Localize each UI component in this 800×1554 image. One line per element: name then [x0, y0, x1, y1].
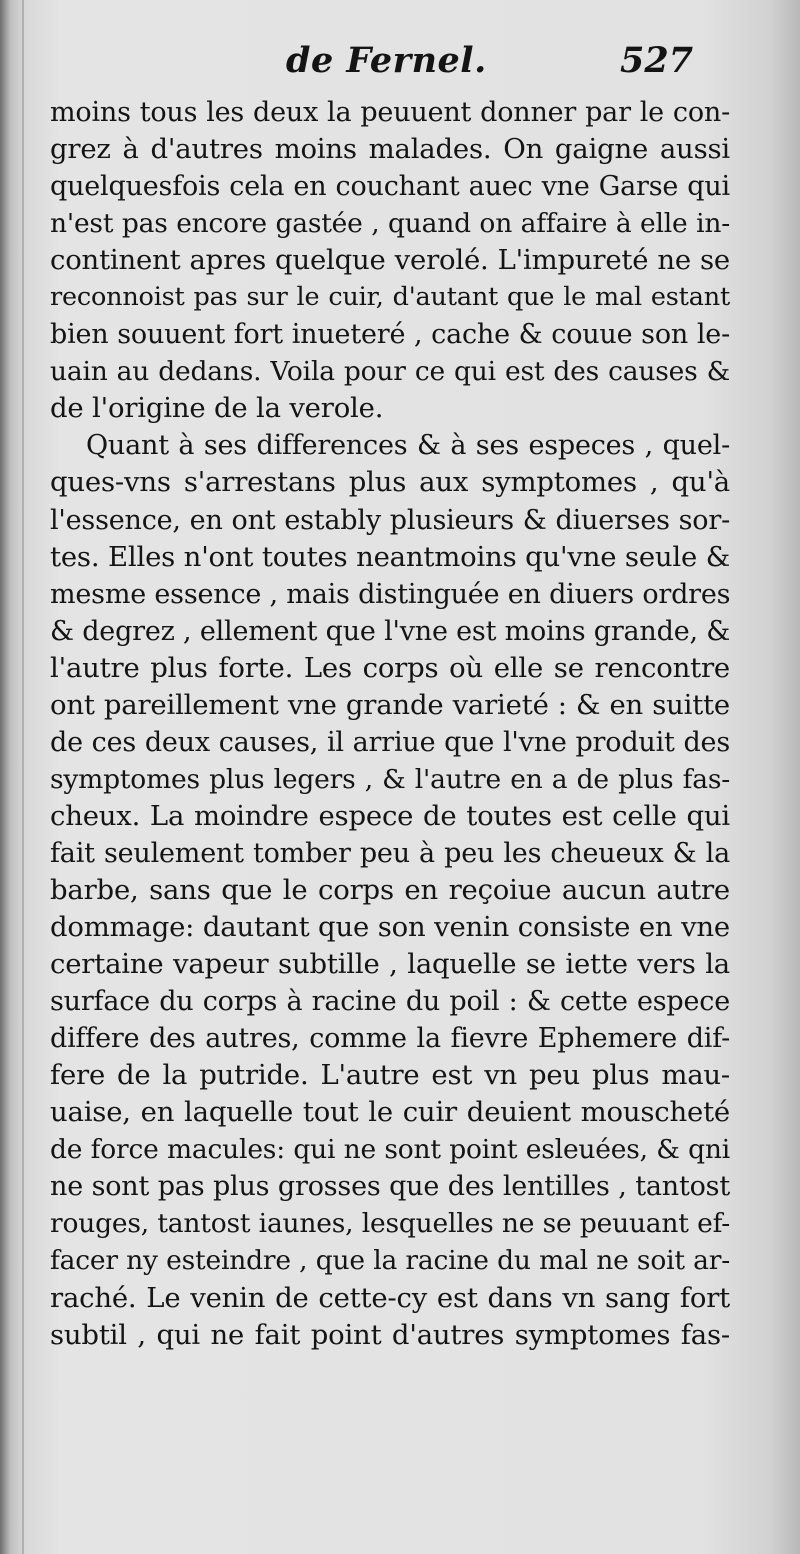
text-line: moins tous les deux la peuuent donner par le con-: [50, 97, 730, 128]
text-line: ques-vns s'arrestans plus aux symptomes , qu'à: [50, 466, 730, 499]
text-line: facer ny esteindre , que la racine du mal ne soit ar-: [50, 1245, 730, 1277]
text-line: de force macules: qui ne sont point esleuées, & qni: [50, 1134, 730, 1166]
text-line: n'est pas encore gastée , quand on affaire à elle in-: [50, 208, 730, 240]
text-line: Quant à ses differences & à ses especes , quel-: [86, 430, 730, 462]
text-line: ne sont pas plus grosses que des lentilles , tantost: [50, 1171, 730, 1203]
text-line: quelquesfois cela en couchant auec vne Garse qui: [50, 171, 730, 203]
text-line: differe des autres, comme la fievre Ephemere dif-: [50, 1023, 730, 1055]
text-line: fait seulement tomber peu à peu les cheueux & la: [50, 837, 730, 869]
text-line: surface du corps à racine du poil : & cette espece: [50, 986, 730, 1018]
text-line: bien souuent fort inueteré , cache & couue son le-: [50, 319, 730, 351]
text-line: ont pareillement vne grande varieté : & en suitte: [50, 688, 730, 721]
text-line: & degrez , ellement que l'vne est moins grande, &: [50, 615, 731, 647]
text-line: l'essence, en ont estably plusieurs & diuerses sor-: [50, 504, 730, 536]
text-line: tes. Elles n'ont toutes neantmoins qu'vne seule &: [50, 540, 730, 573]
text-line: dommage: dautant que son venin consiste en vne: [50, 911, 730, 944]
page-number: 527: [620, 40, 694, 81]
text-line: fere de la putride. L'autre est vn peu plus mau-: [50, 1059, 730, 1092]
text-line: symptomes plus legers , & l'autre en a de plus fas-: [50, 763, 730, 795]
text-line: de ces deux causes, il arriue que l'vne produit des: [50, 726, 730, 758]
text-line: subtil , qui ne fait point d'autres symptomes fas-: [50, 1318, 730, 1351]
text-line: certaine vapeur subtille , laquelle se iette vers la: [50, 948, 730, 981]
text-line: rouges, tantost iaunes, lesquelles ne se peuuant ef-: [50, 1208, 730, 1240]
text-line: cheux. La moindre espece de toutes est celle qui: [50, 799, 730, 832]
text-line: barbe, sans que le corps en reçoiue aucun autre: [50, 873, 730, 906]
text-line: grez à d'autres moins malades. On gaigne aussi: [50, 133, 730, 166]
gutter-shadow: [22, 0, 24, 1554]
text-line: uain au dedans. Voila pour ce qui est des causes &: [50, 356, 730, 388]
text-line: mesme essence , mais distinguée en diuers ordres: [50, 578, 731, 610]
text-line: continent apres quelque verolé. L'impureté ne se: [50, 244, 730, 277]
text-line: reconnoist pas sur le cuir, d'autant que le mal estant: [50, 282, 730, 313]
text-line: raché. Le venin de cette-cy est dans vn sang fort: [50, 1281, 730, 1314]
body-text: [50, 94, 730, 1354]
text-line: de l'origine de la verole.: [50, 392, 384, 425]
running-head: de Fernel.: [286, 40, 487, 81]
text-line: uaise, en laquelle tout le cuir deuient mouscheté: [50, 1096, 730, 1129]
text-line: l'autre plus forte. Les corps où elle se rencontre: [50, 651, 730, 684]
